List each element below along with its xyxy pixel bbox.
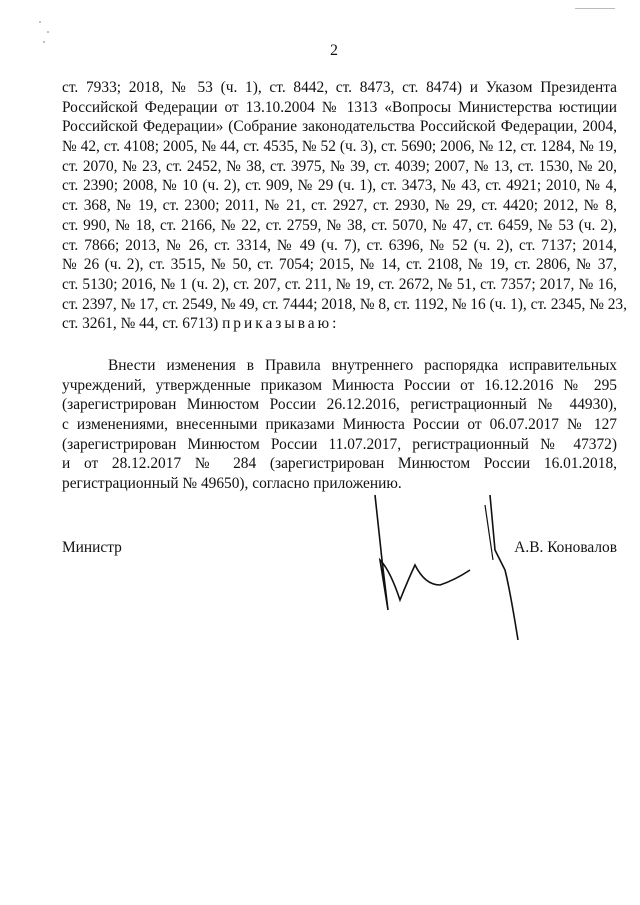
text-line: учреждений, утвержденные приказом Минюста России от 16.12.2016 № 295 bbox=[62, 376, 617, 394]
text-line: ст. 2390; 2008, № 10 (ч. 2), ст. 909, № 29 (ч. 1), ст. 3473, № 43, ст. 4921; 2010, № 4, bbox=[62, 177, 617, 195]
text-fragment: ст. 3261, № 44, ст. 6713) bbox=[62, 315, 219, 333]
text-line: ст. 7933; 2018, № 53 (ч. 1), ст. 8442, ст. 8473, ст. 8474) и Указом Президента bbox=[62, 79, 617, 96]
text-line: ст. 2397, № 17, ст. 2549, № 49, ст. 7444; 2018, № 8, ст. 1192, № 16 (ч. 1), ст. 2345, № 23, bbox=[62, 295, 627, 313]
signature bbox=[360, 490, 530, 650]
signatory-role: Министр bbox=[62, 539, 122, 556]
text-line: Российской Федерации от 13.10.2004 № 1313 «Вопросы Министерства юстиции bbox=[62, 98, 617, 116]
text-line: ст. 2070, № 23, ст. 2452, № 38, ст. 3975, № 39, ст. 4039; 2007, № 13, ст. 1530, № 20, bbox=[62, 157, 617, 175]
text-line: ст. 7866; 2013, № 26, ст. 3314, № 49 (ч. 7), ст. 6396, № 52 (ч. 2), ст. 7137; 2014, bbox=[62, 236, 617, 254]
text-line: ст. 990, № 18, ст. 2166, № 22, ст. 2759, № 38, ст. 5070, № 47, ст. 6459, № 53 (ч. 2), bbox=[62, 216, 617, 234]
text-line: (зарегистрирован Минюстом России 26.12.2016, регистрационный № 44930), bbox=[62, 396, 617, 414]
page-number: 2 bbox=[330, 42, 338, 59]
text-line: Российской Федерации» (Собрание законодательства Российской Федерации, 2004, bbox=[62, 118, 617, 136]
text-line: № 26 (ч. 2), ст. 3515, № 50, ст. 7054; 2015, № 14, ст. 2108, № 19, ст. 2806, № 37, bbox=[62, 256, 617, 274]
scan-artifact bbox=[575, 8, 615, 9]
text-line: с изменениями, внесенными приказами Минюста России от 06.07.2017 № 127 bbox=[62, 416, 617, 434]
order-paragraph bbox=[62, 356, 617, 494]
text-line: и от 28.12.2017 № 284 (зарегистрирован Минюстом России 16.01.2018, bbox=[62, 455, 617, 473]
order-word: приказываю: bbox=[222, 315, 340, 333]
text-line: ст. 5130; 2016, № 1 (ч. 2), ст. 207, ст. 211, № 19, ст. 2672, № 51, ст. 7357; 2017, № 16, bbox=[62, 275, 617, 293]
text-line: № 42, ст. 4108; 2005, № 44, ст. 4535, № 52 (ч. 3), ст. 5690; 2006, № 12, ст. 1284, № 19, bbox=[62, 138, 617, 156]
text-line: Внести изменения в Правила внутреннего распорядка исправительных bbox=[108, 357, 617, 374]
text-line: (зарегистрирован Минюстом России 11.07.2017, регистрационный № 47372) bbox=[62, 435, 617, 453]
text-line bbox=[62, 314, 617, 334]
scan-marks bbox=[30, 12, 60, 52]
text-line: регистрационный № 49650), согласно приложению. bbox=[62, 475, 402, 493]
preamble-paragraph bbox=[62, 78, 627, 334]
text-line: ст. 368, № 19, ст. 2300; 2011, № 21, ст. 2927, ст. 2930, № 29, ст. 4420; 2012, № 8, bbox=[62, 197, 617, 215]
signatory-name: А.В. Коновалов bbox=[514, 539, 617, 556]
